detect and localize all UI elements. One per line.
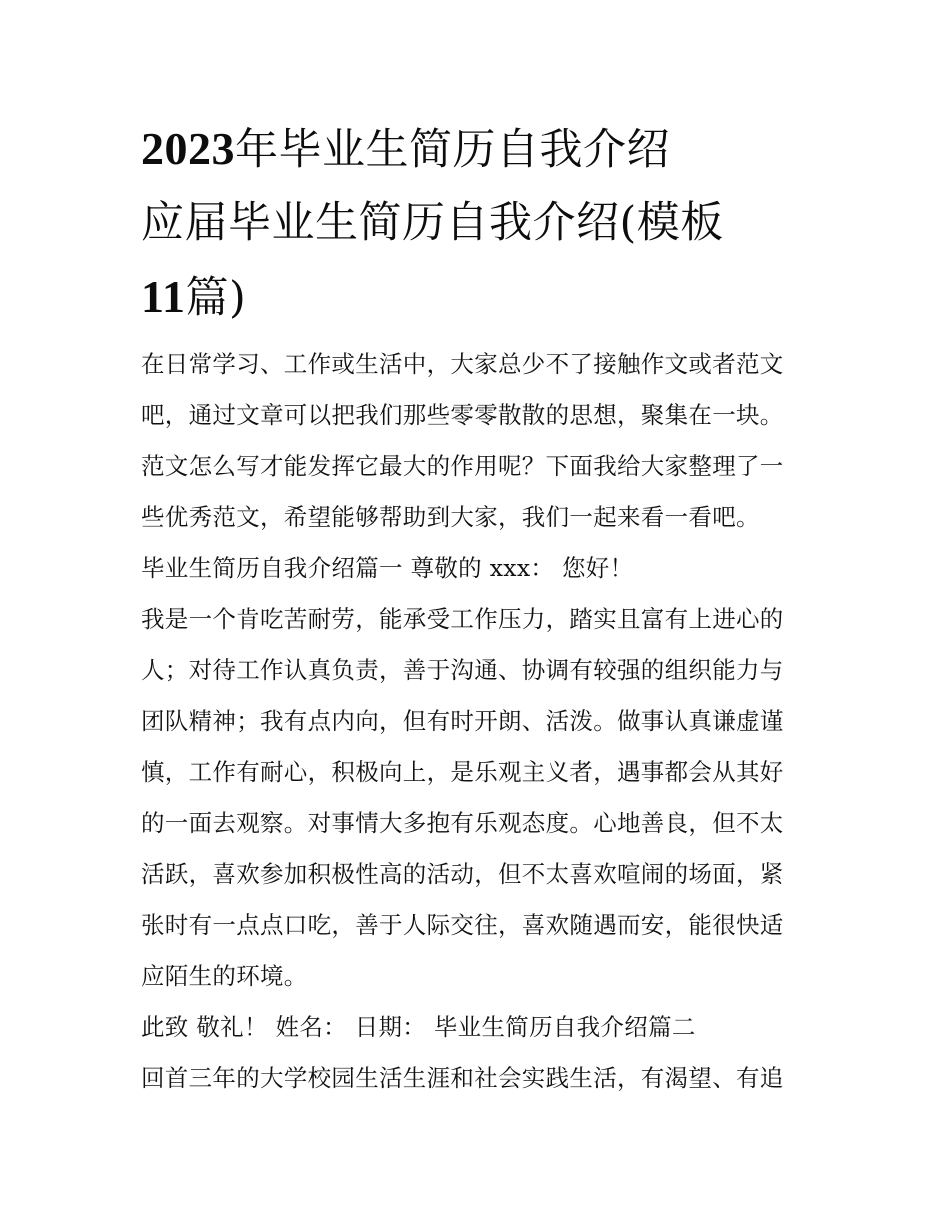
text-line: 回首三年的大学校园生活生涯和社会实践生活，有渴望、有追: [141, 1064, 784, 1092]
title-text: 篇): [185, 273, 247, 323]
text-line: 应陌生的环境。: [141, 962, 308, 990]
text-line: 的一面去观察。对事情大多抱有乐观态度。心地善良，但不太: [141, 809, 784, 837]
text-line: 些优秀范文，希望能够帮助到大家，我们一起来看一看吧。: [141, 503, 760, 531]
body-paragraph: [141, 594, 813, 1002]
text-line: 团队精神；我有点内向，但有时开朗、活泼。做事认真谦虚谨: [141, 707, 784, 735]
text-line: 我是一个肯吃苦耐劳，能承受工作压力，踏实且富有上进心的: [141, 605, 784, 633]
document-body: [141, 339, 813, 1104]
text-line: 吧，通过文章可以把我们那些零零散散的思想，聚集在一块。: [141, 401, 784, 429]
text-line: 慎，工作有耐心，积极向上，是乐观主义者，遇事都会从其好: [141, 758, 784, 786]
text-line: 在日常学习、工作或生活中，大家总少不了接触作文或者范文: [141, 350, 784, 378]
text-line: 此致 敬礼！ 姓名： 日期： 毕业生简历自我介绍篇二: [141, 1013, 696, 1041]
text-line: 张时有一点点口吃，善于人际交往，喜欢随遇而安，能很快适: [141, 911, 784, 939]
title-line: [141, 260, 813, 335]
document-page: [141, 112, 813, 1104]
title-number: 2023: [141, 123, 235, 174]
closing-paragraph: [141, 1002, 813, 1053]
title-line: [141, 112, 813, 187]
title-text: 应届毕业生简历自我介绍(模板: [141, 198, 724, 248]
text-line: 活跃，喜欢参加积极性高的活动，但不太喜欢喧闹的场面，紧: [141, 860, 784, 888]
document-title: [141, 112, 813, 335]
text-line: 人；对待工作认真负责，善于沟通、协调有较强的组织能力与: [141, 656, 784, 684]
text-line: 毕业生简历自我介绍篇一 尊敬的 xxx： 您好！: [141, 554, 634, 582]
title-number: 11: [141, 271, 186, 322]
text-line: 范文怎么写才能发挥它最大的作用呢？下面我给大家整理了一: [141, 452, 784, 480]
section-heading-paragraph: [141, 543, 813, 594]
body-paragraph: [141, 1053, 813, 1104]
title-line: [141, 187, 813, 260]
intro-paragraph: [141, 339, 813, 543]
title-text: 年毕业生简历自我介绍: [235, 125, 670, 175]
